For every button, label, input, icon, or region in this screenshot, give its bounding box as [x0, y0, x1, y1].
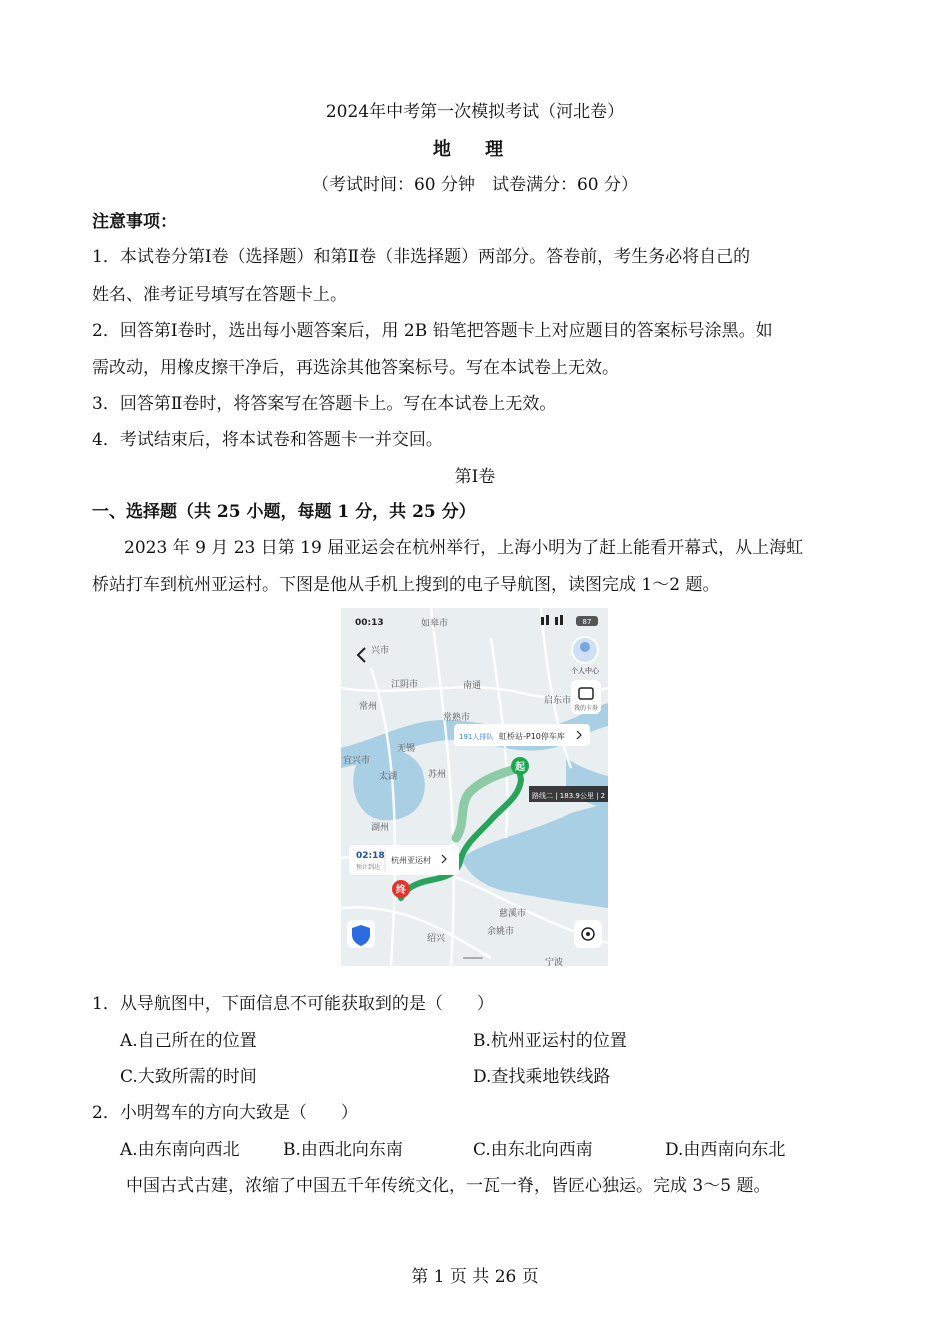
option-c: C.由东北向西南 — [473, 1140, 593, 1160]
section-heading: 一、选择题（共 25 小题，每题 1 分，共 25 分） — [92, 502, 476, 522]
notice-item: 4．考试结束后，将本试卷和答题卡一并交回。 — [92, 430, 443, 450]
city-label: 余姚市 — [487, 927, 515, 937]
queue-label: 191人排队 — [459, 733, 494, 741]
passage-line: 中国古式古建，浓缩了中国五千年传统文化，一瓦一脊，皆匠心独运。完成 3～5 题。 — [126, 1176, 771, 1196]
city-label: 江阴市 — [391, 680, 419, 690]
notice-item: 姓名、准考证号填写在答题卡上。 — [92, 285, 347, 305]
option-a: A.自己所在的位置 — [120, 1031, 257, 1051]
city-label: 宁波 — [545, 958, 564, 966]
question-stem: 2．小明驾车的方向大致是（ ） — [92, 1103, 358, 1123]
option-b: B.由西北向东南 — [283, 1140, 403, 1160]
notice-item: 2．回答第Ⅰ卷时，选出每小题答案后，用 2B 铅笔把答题卡上对应题目的答案标号涂黑。如 — [92, 321, 773, 341]
passage-line: 桥站打车到杭州亚运村。下图是他从手机上搜到的电子导航图，读图完成 1～2 题。 — [92, 575, 720, 595]
notice-heading: 注意事项： — [92, 212, 177, 232]
destination-name: 杭州亚运村 — [391, 856, 431, 865]
city-label: 无锡 — [397, 744, 416, 754]
option-a: A.由东南向西北 — [120, 1140, 240, 1160]
city-label: 常熟市 — [443, 713, 471, 723]
notice-item: 3．回答第Ⅱ卷时，将答案写在答题卡上。写在本试卷上无效。 — [92, 394, 557, 414]
city-label: 绍兴 — [427, 934, 446, 944]
subject-title: 地 理 — [432, 139, 518, 160]
city-label: 湖州 — [371, 823, 390, 833]
city-label: 慈溪市 — [499, 909, 527, 919]
exam-info: （考试时间：60 分钟 试卷满分：60 分） — [311, 175, 639, 195]
city-label: 兴市 — [371, 646, 390, 656]
option-c: C.大致所需的时间 — [120, 1067, 257, 1087]
city-label: 启东市 — [544, 696, 572, 706]
eta-label: 预计到达 — [356, 864, 381, 871]
city-label: 宜兴市 — [343, 756, 371, 766]
page-footer: 第 1 页 共 26 页 — [411, 1267, 539, 1287]
city-label: 如皋市 — [421, 619, 449, 629]
personal-center-label: 个人中心 — [571, 667, 599, 675]
navigation-map — [341, 608, 608, 966]
end-badge: 终 — [396, 885, 406, 896]
eta-time: 02:18 — [356, 851, 385, 861]
notice-item: 1．本试卷分第Ⅰ卷（选择题）和第Ⅱ卷（非选择题）两部分。答卷前，考生务必将自己的 — [92, 247, 751, 267]
city-label: 太湖 — [379, 772, 398, 782]
exam-title: 2024年中考第一次模拟考试（河北卷） — [325, 102, 625, 122]
part-title: 第Ⅰ卷 — [454, 467, 496, 487]
option-d: D.查找乘地铁线路 — [473, 1067, 611, 1087]
option-b: B.杭州亚运村的位置 — [473, 1031, 627, 1051]
route-label: 路线二 | 183.9公里 | 2 — [532, 792, 606, 800]
start-name: 虹桥站-P10停车库 — [499, 732, 565, 741]
status-time: 00:13 — [355, 618, 384, 628]
city-label: 南通 — [463, 681, 482, 691]
start-badge: 起 — [515, 762, 525, 773]
notice-item: 需改动，用橡皮擦干净后，再选涂其他答案标号。写在本试卷上无效。 — [92, 358, 619, 378]
my-card-label: 我的卡券 — [573, 705, 599, 712]
option-d: D.由西南向东北 — [665, 1140, 786, 1160]
question-stem: 1．从导航图中，下面信息不可能获取到的是（ ） — [92, 994, 494, 1014]
battery-level: 87 — [582, 618, 592, 626]
passage-line: 2023 年 9 月 23 日第 19 届亚运会在杭州举行，上海小明为了赶上能看开幕式，从上海虹 — [124, 538, 804, 558]
city-label: 常州 — [359, 702, 378, 712]
city-label: 苏州 — [428, 770, 447, 780]
